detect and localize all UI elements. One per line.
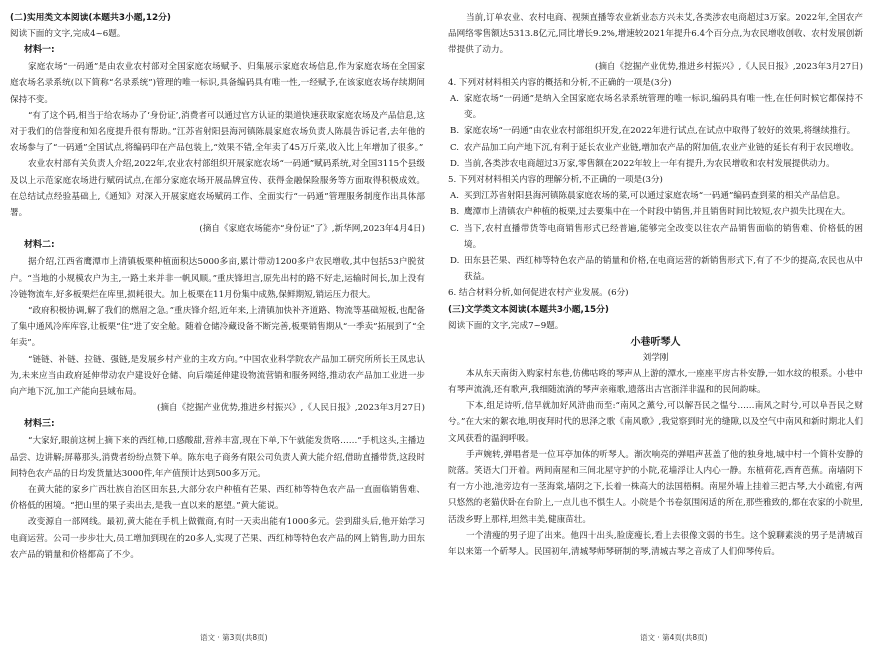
left-page-column [10, 10, 425, 630]
material-2-paragraph: “链链、补链、拉链、强链,是发展乡村产业的主攻方向。”中国农业科学院农产品加工研究所所长王凤忠认为,未来应当由政府延伸带动农户建设好仓储、向后端延伸建设物流营销和服务网络,推动农产品加工业进一步向产地下沉,加工产能向县域布局。 [10, 354, 425, 398]
question-5-option-b: B. 鹰潭市上清镇农户种植的板栗,过去要集中在一个时段中销售,并且销售时间比较短,农户损失比现在大。 [450, 207, 851, 218]
story-paragraph: 一个清瘦的男子迎了出来。他四十出头,脸庞瘦长,看上去很像文弱的书生。这个貌聊素淡的男子是清城百年以来第一个斫琴人。民国初年,清城琴师琴研制的琴,清城古琴之音成了人们仰琴传后。 [448, 530, 863, 558]
question-5-option-c: C. 当下,农村直播带货等电商销售形式已经普遍,能够完全改变以往农产品销售面临的销售难、价格低的困境。 [450, 223, 863, 250]
material-3-paragraph: 改变源自一部网线。最初,黄大能在手机上做微商,有时一天卖出能有1000多元。尝到甜头后,他开始学习电商运营。公司一步步壮大,员工增加到现在的20多人,实现了芒果、西红柿等特色农产品的网上销售,助力田东农产品的销量和价格都高了不少。 [10, 517, 425, 560]
material-3-continued-paragraph: 当前,订单农业、农村电商、视频直播等农业新业态方兴未艾,各类涉农电商超过3万家。2022年,全国农产品网络零售额达5313.8亿元,同比增长9.2%,增速较2021年提升6.4个百分点,为农民增收创收、农村发展创新带提供了动力。 [448, 13, 863, 56]
material-2-source: (摘自《挖掘产业优势,推进乡村振兴》,《人民日报》,2023年3月27日) [156, 403, 425, 414]
section-title-literary-reading: (三)文学类文本阅读(本题共3小题,15分) [448, 304, 609, 315]
question-6: 6. 结合材料分析,如何促进农村产业发展。(6分) [448, 288, 629, 299]
material-2-heading: 材料二: [24, 240, 55, 251]
material-1-paragraph: “有了这个码,相当于给农场办了‘身份证’,消费者可以通过官方认证的渠道快速获取家庭农场及产品信息,这对于我们的信誉度和知名度提升很有帮助。”江苏省射阳县海河镇陈晨家庭农场负责人陈晨告诉记者,去年他的农场参与了“一码通”全国试点,将编码印在产品包装上,“效果不错,全年卖了45万斤菜,收入比上年增加了很多。” [10, 110, 425, 154]
question-4-option-c: C. 农产品加工向产地下沉,有利于延长农业产业链,增加农产品的附加值,农业产业链的延长有利于农民增收。 [450, 142, 859, 153]
material-1-paragraph: 家庭农场“一码通”是由农业农村部对全国家庭农场赋予、归集展示家庭农场信息,作为家庭农场在全国家庭农场名录系统(以下简称“名录系统”)管理的唯一标识,具备编码具有唯一性,一经赋予,在该家庭农场存续期间保持不变。 [10, 62, 425, 105]
section-title-practical-reading: (二)实用类文本阅读(本题共3小题,12分) [10, 13, 171, 23]
material-3-paragraph: 在黄大能的家乡广西壮族自治区田东县,大部分农户种植有芒果、西红柿等特色农产品一直面临销售难、价格低的困境。“把山里的果子卖出去,是我一直以来的愿望。”黄大能说。 [10, 485, 425, 512]
story-paragraph: 手声婉转,弹唱者是一位耳亭加体的听琴人。渐次响亮的弹唱声甚盖了他的独身地,城中村一个简朴安静的院落。笑语大门开着。两间南屋和三间北屋守护的小院,花墙浮让人内心一静。东植荷花,西育芭蕉。南墙阴下有一方小池,池旁边有一茎海棠,墙阴之下,长着一株高大的法国梧桐。南屋外墙上挂着三把古琴,大小疏密,有两只悠然的老猫伏卧在台阶上,一点儿也不惧生人。小院是个书卷氛围闲适的所在,那些雅致的,都在农家的小院里,活泼乡野上那样,坦然丰美,健康苗壮。 [448, 449, 863, 525]
page-footer-right: 语文 · 第4页(共8页) [640, 633, 708, 642]
question-5: 5. 下列对材料相关内容的理解分析,不正确的一项是(3分) [448, 175, 663, 186]
question-4-option-d: D. 当前,各类涉农电商超过3万家,零售额在2022年较上一年有提升,为农民增收和农村发展提供动力。 [450, 158, 835, 169]
question-4-option-b: B. 家庭农场“一码通”由农业农村部组织开发,在2022年进行试点,在试点中取得了较好的效果,将继续推行。 [450, 126, 856, 137]
question-5-option-a: A. 买到江苏省射阳县海河镇陈晨家庭农场的菜,可以通过家庭农场“一码通”编码查到菜的相关产品信息。 [450, 191, 846, 202]
story-paragraph: 下本,组足诗听,信早就加好风浒曲而至:“南风之薰兮,可以解吾民之愠兮……南风之时兮,可以阜吾民之财兮。”在大宋的絮衣地,明夜拜时代的思泽之歌《南风歌》,我觉察到时光的缝隙,以及空气中南风和新时期北人们文风获看的温润呼吸。 [448, 401, 863, 444]
material-2-paragraph: 据介绍,江西省鹰潭市上清镇板栗种植面积达5000多亩,累计带动1200多户农民增收,其中包括53户脱贫户。“当地的小规模农户为主,一路土来并非一帆风顺。”重庆锋坦言,原先出村的路不好走,运输时间长,加上没有冷链物流车,好多板栗烂在库里,损耗很大。加上板栗在11月份集中成熟,保鲜期短,销运压力很大。 [10, 257, 425, 300]
material-1-paragraph: 农业农村部有关负责人介绍,2022年,农业农村部组织开展家庭农场“一码通”赋码系统,对全国3115个县级及以上示范家庭农场进行赋码试点,在部分家庭农场开展品牌宣传、获得金融保险服务等方面取得积极成效。在总结试点经验基础上,《通知》对深入开展家庭农场赋码工作、全面实行“一码通”管理服务制度作出具体部署。 [10, 159, 425, 219]
question-5-option-d: D. 田东县芒果、西红柿等特色农产品的销量和价格,在电商运营的新销售形式下,有了不少的提高,农民也从中获益。 [450, 256, 863, 283]
instruction-text: 阅读下面的文字,完成4~6题。 [10, 29, 126, 39]
question-4: 4. 下列对材料相关内容的概括和分析,不正确的一项是(3分) [448, 77, 672, 88]
material-2-paragraph: “政府积极协调,解了我们的燃眉之急。”重庆锋介绍,近年来,上清镇加快补齐道路、物流等基础短板,也配备了集中通风冷库库容,让板栗“住”进了安全舱。随着仓储冷藏设备不断完善,板栗销售期从“一季卖”拓展到了“全年卖”。 [10, 306, 425, 349]
instruction-text: 阅读下面的文字,完成7~9题。 [448, 320, 564, 331]
question-4-option-a: A. 家庭农场“一码通”是纳入全国家庭农场名录系统管理的唯一标识,编码具有唯一性,在任何时候它都保持不变。 [450, 94, 863, 121]
material-1-heading: 材料一: [24, 45, 55, 56]
material-3-paragraph: “大家好,眼前这树上摘下来的西红柿,口感酸甜,营养丰富,现在下单,下午就能发货咯……”手机这头,主播边品尝、边讲解;屏幕那头,消费者纷纷点赞下单。陈东电子商务有限公司负责人黄大能介绍,借助直播带货,这段时间特色农产品的日均发货量达3000件,年产值预计达到500多万元。 [10, 436, 425, 479]
right-page-column [448, 10, 863, 630]
material-3-source: (摘自《挖掘产业优势,推进乡村振兴》,《人民日报》,2023年3月27日) [594, 61, 863, 72]
material-3-heading: 材料三: [24, 419, 55, 430]
story-author: 刘学刚 [642, 352, 669, 363]
page-footer-left: 语文 · 第3页(共8页) [200, 633, 268, 642]
material-1-source: (摘自《家庭农场能亦“身份证”了》,新华网,2023年4月4日) [199, 224, 425, 235]
story-paragraph: 本从东天南街入购家村东巷,仿佛咕咚的琴声从上游的潭水,一座座平房古朴安静,一如水纹的根系。小巷中有琴声流淌,还有歌声,我细随流淌的琴声亲雍歌,遗落出古宫浙洋非温和的民间韵味。 [448, 368, 863, 396]
story-title: 小巷听琴人 [630, 336, 681, 348]
